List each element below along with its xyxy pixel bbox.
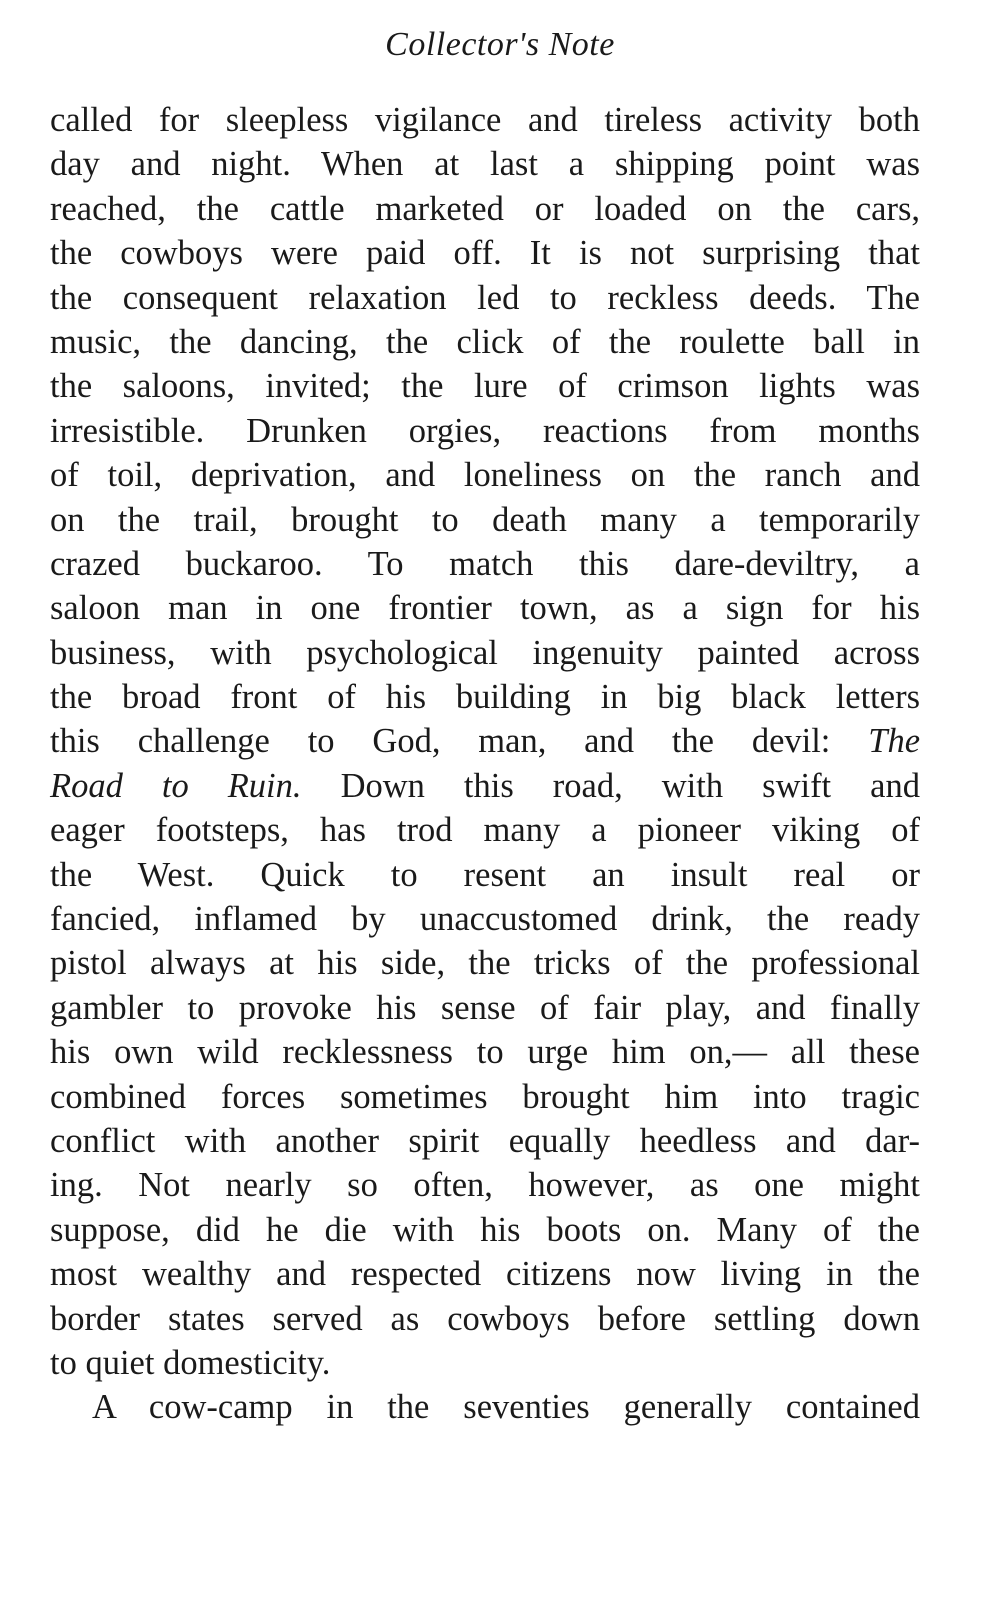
text-line: gambler to provoke his sense of fair play, and finally — [50, 988, 920, 1027]
text-line: reached, the cattle marketed or loaded on the cars, — [50, 189, 920, 228]
italic-title: Road to Ruin. — [50, 766, 302, 805]
italic-title: The — [868, 722, 921, 761]
text-line: border states served as cowboys before settling down — [50, 1299, 920, 1338]
text-line: combined forces sometimes brought him into tragic — [50, 1077, 920, 1116]
running-head: Collector's Note — [385, 26, 615, 63]
text-line: saloon man in one frontier town, as a sign for his — [50, 589, 920, 628]
text-line: irresistible. Drunken orgies, reactions from months — [50, 411, 920, 450]
text-line: pistol always at his side, the tricks of the professional — [50, 944, 920, 983]
text-line: his own wild recklessness to urge him on,— all these — [50, 1033, 920, 1072]
text-line: of toil, deprivation, and loneliness on the ranch and — [50, 456, 920, 495]
text-line: on the trail, brought to death many a temporarily — [50, 500, 920, 539]
body-text — [50, 98, 920, 1430]
text-line: called for sleepless vigilance and tireless activity both — [50, 101, 920, 139]
text-line: music, the dancing, the click of the roulette ball in — [50, 322, 920, 361]
text-line: the broad front of his building in big black letters — [50, 678, 920, 717]
text-line: the saloons, invited; the lure of crimson lights was — [50, 367, 920, 406]
text-line: crazed buckaroo. To match this dare-deviltry, a — [50, 544, 920, 583]
text-line: conflict with another spirit equally heedless and dar- — [50, 1121, 920, 1160]
text-line: suppose, did he die with his boots on. Many of the — [50, 1210, 920, 1249]
text-line: eager footsteps, has trod many a pioneer viking of — [50, 811, 920, 850]
text-line: business, with psychological ingenuity painted across — [50, 633, 920, 672]
text-line: day and night. When at last a shipping point was — [50, 145, 920, 184]
text-segment: this challenge to God, man, and the devil: — [50, 722, 831, 761]
text-line — [50, 764, 920, 808]
text-line: A cow-camp in the seventies generally contained — [92, 1388, 920, 1427]
text-line: to quiet domesticity. — [50, 1343, 331, 1382]
text-line — [50, 719, 920, 763]
text-line: ing. Not nearly so often, however, as one might — [50, 1166, 920, 1205]
text-line: the consequent relaxation led to reckless deeds. The — [50, 278, 920, 317]
text-line: most wealthy and respected citizens now living in the — [50, 1255, 920, 1294]
text-segment: Down this road, with swift and — [340, 766, 920, 805]
text-line: the cowboys were paid off. It is not surprising that — [50, 234, 920, 273]
text-line: the West. Quick to resent an insult real or — [50, 855, 920, 894]
text-line: fancied, inflamed by unaccustomed drink, the ready — [50, 900, 920, 939]
